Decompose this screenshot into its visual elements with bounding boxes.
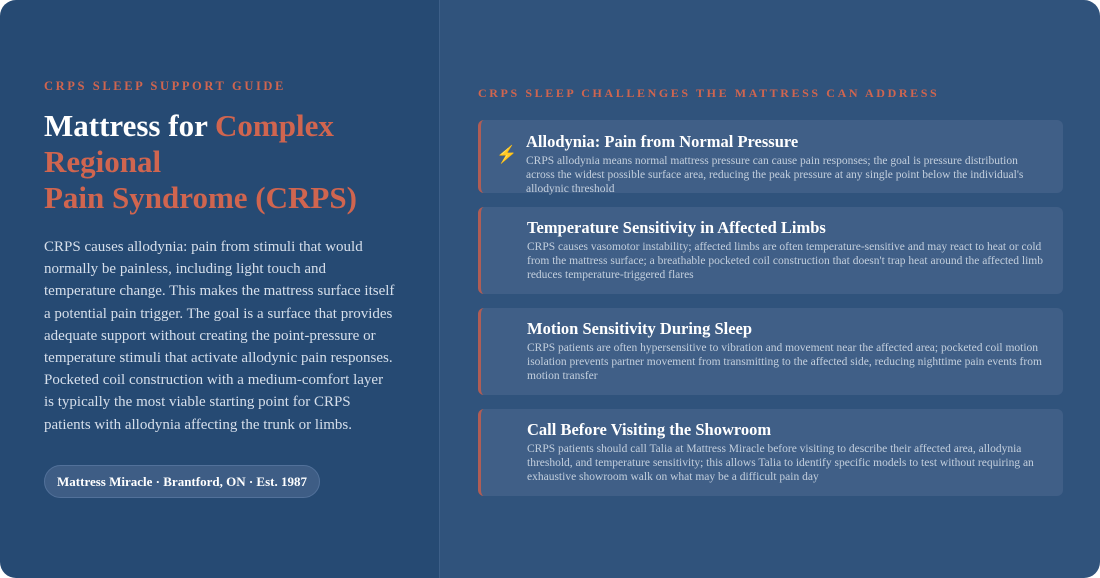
title-main: Mattress for bbox=[44, 108, 216, 143]
guide-eyebrow: CRPS SLEEP SUPPORT GUIDE bbox=[44, 79, 286, 93]
challenge-title: Temperature Sensitivity in Affected Limbs bbox=[527, 218, 826, 237]
challenge-title: Call Before Visiting the Showroom bbox=[527, 420, 772, 439]
left-panel bbox=[0, 0, 440, 578]
store-badge: Mattress Miracle · Brantford, ON · Est. 1987 bbox=[44, 465, 320, 498]
challenge-card-call bbox=[478, 409, 1063, 496]
challenge-card-temperature bbox=[478, 207, 1063, 294]
challenges-eyebrow: CRPS SLEEP CHALLENGES THE MATTRESS CAN ADDRESS bbox=[478, 86, 940, 100]
lightning-icon: ⚡ bbox=[496, 145, 518, 164]
challenge-card-motion bbox=[478, 308, 1063, 395]
challenge-list bbox=[478, 120, 1063, 496]
title-accent-line-2: Pain Syndrome (CRPS) bbox=[44, 180, 357, 215]
challenge-text: CRPS patients should call Talia at Mattress Miracle before visiting to describe their affected area, allodynia threshold, and temperature sensitivity; this allows Talia to identify specific models to test without requiring an exhaustive showroom walk on what may be a difficult pain day bbox=[527, 443, 1034, 483]
title-accent-line-1: Complex Regional bbox=[44, 108, 334, 179]
challenge-title: Motion Sensitivity During Sleep bbox=[527, 319, 753, 338]
intro-paragraph: CRPS causes allodynia: pain from stimuli that would normally be painless, including light touch and temperature change. This makes the mattress surface itself a potential pain trigger. The goal is a surface that provides adequate support without creating the point-pressure or temperature stimuli that activate allodynic pain responses. Pocketed coil construction with a medium-comfort layer is typically the most viable starting point for CRPS patients with allodynia affecting the trunk or limbs. bbox=[44, 239, 395, 433]
challenge-text: CRPS causes vasomotor instability; affected limbs are often temperature-sensitive and may react to heat or cold from the mattress surface; a breathable pocketed coil construction that doesn't trap heat around the affected limb reduces temperature-triggered flares bbox=[527, 241, 1043, 281]
challenge-text: CRPS allodynia means normal mattress pressure can cause pain responses; the goal is pressure distribution across the widest possible surface area, reducing the peak pressure at any single point below the individual's allodynic threshold bbox=[526, 155, 1024, 195]
right-panel bbox=[440, 0, 1100, 578]
challenge-title: Allodynia: Pain from Normal Pressure bbox=[526, 132, 799, 151]
page-title bbox=[44, 108, 404, 216]
challenge-card-allodynia bbox=[478, 120, 1063, 193]
challenge-text: CRPS patients are often hypersensitive to vibration and movement near the affected area; pocketed coil motion isolation prevents partner movement from transmitting to the affected side, reducing nighttime pain events from motion transfer bbox=[527, 342, 1042, 382]
